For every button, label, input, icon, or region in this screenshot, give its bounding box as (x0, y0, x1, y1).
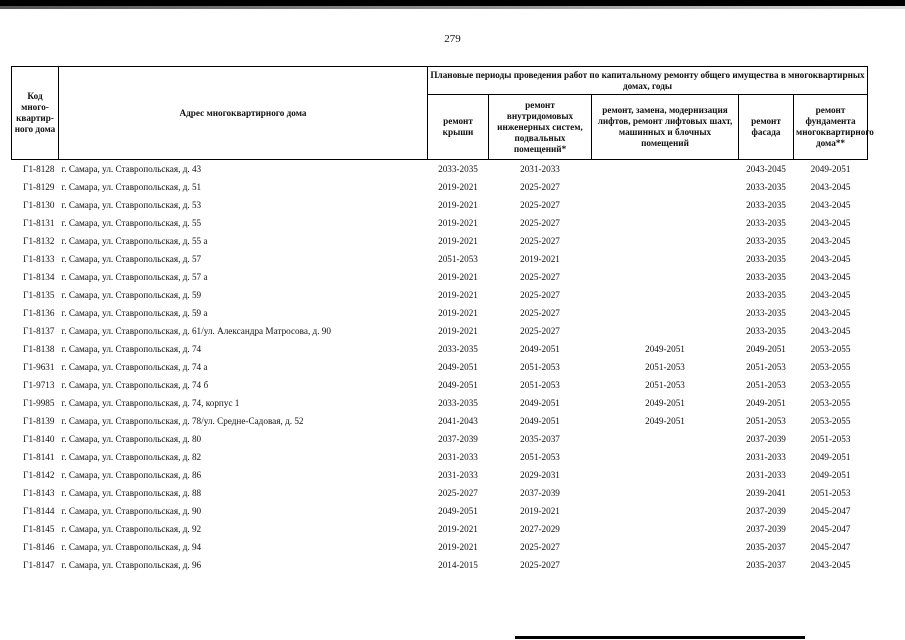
cell-foundation: 2053-2055 (810, 380, 851, 390)
cell-roof: 2037-2039 (438, 434, 478, 444)
cell-roof: 2019-2021 (438, 236, 478, 246)
cell-roof: 2019-2021 (438, 272, 478, 282)
cell-code: Г1-8135 (23, 290, 55, 300)
cell-roof: 2014-2015 (438, 560, 478, 570)
cell-foundation: 2049-2051 (810, 452, 851, 462)
cell-systems: 2025-2027 (520, 308, 560, 318)
cell-lifts (592, 304, 739, 322)
cell-address: г. Самара, ул. Ставропольская, д. 88 (61, 488, 202, 498)
table-row (12, 502, 868, 520)
cell-address: г. Самара, ул. Ставропольская, д. 92 (61, 524, 202, 534)
cell-roof: 2049-2051 (438, 506, 478, 516)
table-row (12, 322, 868, 340)
header-periods-group: Плановые периоды проведения работ по капитальному ремонту общего имущества в многоквартирных домах, годы (428, 67, 868, 95)
cell-code: Г1-8144 (23, 506, 55, 516)
cell-address: г. Самара, ул. Ставропольская, д. 80 (61, 434, 202, 444)
cell-code: Г1-8130 (23, 200, 55, 210)
table-row (12, 448, 868, 466)
cell-roof: 2033-2035 (438, 398, 478, 408)
table-row (12, 268, 868, 286)
cell-code: Г1-8139 (23, 416, 55, 426)
cell-systems: 2025-2027 (520, 236, 560, 246)
cell-address: г. Самара, ул. Ставропольская, д. 96 (61, 560, 202, 570)
cell-address: г. Самара, ул. Ставропольская, д. 51 (61, 182, 202, 192)
cell-roof: 2019-2021 (438, 200, 478, 210)
cell-address: г. Самара, ул. Ставропольская, д. 78/ул. Средне-Садовая, д. 52 (61, 416, 304, 426)
cell-code: Г1-9713 (23, 380, 55, 390)
cell-foundation: 2043-2045 (810, 236, 851, 246)
cell-facade: 2037-2039 (746, 506, 786, 516)
cell-foundation: 2043-2045 (810, 182, 851, 192)
cell-code: Г1-8145 (23, 524, 55, 534)
cell-facade: 2033-2035 (746, 308, 786, 318)
cell-code: Г1-9631 (23, 362, 55, 372)
bottom-border-rule (515, 636, 805, 639)
cell-address: г. Самара, ул. Ставропольская, д. 74 а (61, 362, 208, 372)
cell-lifts (592, 214, 739, 232)
table-row (12, 250, 868, 268)
cell-lifts (592, 484, 739, 502)
cell-address: г. Самара, ул. Ставропольская, д. 94 (61, 542, 202, 552)
cell-address: г. Самара, ул. Ставропольская, д. 90 (61, 506, 202, 516)
cell-foundation: 2053-2055 (810, 398, 851, 408)
cell-foundation: 2043-2045 (810, 218, 851, 228)
cell-roof: 2019-2021 (438, 326, 478, 336)
cell-systems: 2019-2021 (520, 254, 560, 264)
cell-foundation: 2053-2055 (810, 416, 851, 426)
table-row (12, 376, 868, 394)
cell-foundation: 2043-2045 (810, 560, 851, 570)
cell-systems: 2049-2051 (520, 344, 560, 354)
cell-roof: 2031-2033 (438, 470, 478, 480)
table-body (12, 160, 868, 575)
cell-foundation: 2051-2053 (810, 488, 851, 498)
cell-foundation: 2043-2045 (810, 308, 851, 318)
cell-lifts (592, 556, 739, 574)
cell-roof: 2025-2027 (438, 488, 478, 498)
cell-foundation: 2053-2055 (810, 362, 851, 372)
cell-foundation: 2051-2053 (810, 434, 851, 444)
cell-address: г. Самара, ул. Ставропольская, д. 74 (61, 344, 202, 354)
cell-address: г. Самара, ул. Ставропольская, д. 59 (61, 290, 202, 300)
cell-code: Г1-8128 (23, 164, 55, 174)
header-lifts: ремонт, замена, модернизация лифтов, ремонт лифтовых шахт, машинных и блочных помещений (592, 95, 739, 160)
table-row (12, 232, 868, 250)
table-row (12, 160, 868, 179)
cell-facade: 2033-2035 (746, 200, 786, 210)
table-row (12, 430, 868, 448)
table-row (12, 412, 868, 430)
cell-address: г. Самара, ул. Ставропольская, д. 57 а (61, 272, 208, 282)
cell-lifts: 2049-2051 (645, 344, 685, 354)
cell-lifts (592, 430, 739, 448)
cell-lifts (592, 196, 739, 214)
table-row (12, 538, 868, 556)
cell-code: Г1-8140 (23, 434, 55, 444)
cell-facade: 2033-2035 (746, 326, 786, 336)
cell-code: Г1-8138 (23, 344, 55, 354)
cell-lifts: 2049-2051 (645, 416, 685, 426)
cell-systems: 2025-2027 (520, 290, 560, 300)
cell-code: Г1-8137 (23, 326, 55, 336)
table-row (12, 178, 868, 196)
cell-code: Г1-8143 (23, 488, 55, 498)
cell-systems: 2025-2027 (520, 218, 560, 228)
cell-address: г. Самара, ул. Ставропольская, д. 53 (61, 200, 202, 210)
cell-systems: 2029-2031 (520, 470, 560, 480)
cell-foundation: 2043-2045 (810, 200, 851, 210)
cell-code: Г1-8136 (23, 308, 55, 318)
cell-roof: 2049-2051 (438, 380, 478, 390)
cell-systems: 2025-2027 (520, 182, 560, 192)
cell-address: г. Самара, ул. Ставропольская, д. 86 (61, 470, 202, 480)
header-code: Код много-квартир-ного дома (12, 67, 59, 160)
cell-roof: 2049-2051 (438, 362, 478, 372)
cell-facade: 2033-2035 (746, 182, 786, 192)
cell-facade: 2051-2053 (746, 416, 786, 426)
cell-facade: 2033-2035 (746, 218, 786, 228)
cell-lifts (592, 178, 739, 196)
cell-facade: 2033-2035 (746, 236, 786, 246)
cell-code: Г1-8129 (23, 182, 55, 192)
table-row (12, 304, 868, 322)
cell-address: г. Самара, ул. Ставропольская, д. 61/ул. Александра Матросова, д. 90 (61, 326, 331, 336)
cell-roof: 2019-2021 (438, 524, 478, 534)
cell-lifts (592, 250, 739, 268)
table-row (12, 466, 868, 484)
cell-facade: 2035-2037 (746, 542, 786, 552)
cell-address: г. Самара, ул. Ставропольская, д. 57 (61, 254, 202, 264)
cell-foundation: 2045-2047 (810, 542, 851, 552)
cell-facade: 2043-2045 (746, 164, 786, 174)
cell-systems: 2019-2021 (520, 506, 560, 516)
header-row-group (12, 67, 868, 95)
cell-facade: 2033-2035 (746, 290, 786, 300)
cell-systems: 2025-2027 (520, 200, 560, 210)
cell-systems: 2051-2053 (520, 452, 560, 462)
cell-systems: 2027-2029 (520, 524, 560, 534)
cell-roof: 2031-2033 (438, 452, 478, 462)
cell-lifts: 2051-2053 (645, 380, 685, 390)
cell-systems: 2025-2027 (520, 272, 560, 282)
header-systems: ремонт внутридомовых инженерных систем, подвальных помещений* (489, 95, 592, 160)
cell-lifts (592, 466, 739, 484)
cell-roof: 2051-2053 (438, 254, 478, 264)
cell-lifts: 2051-2053 (645, 362, 685, 372)
capital-repair-table (11, 66, 874, 574)
table-row (12, 196, 868, 214)
cell-facade: 2035-2037 (746, 560, 786, 570)
cell-code: Г1-9985 (23, 398, 55, 408)
cell-roof: 2033-2035 (438, 344, 478, 354)
cell-lifts (592, 520, 739, 538)
cell-foundation: 2043-2045 (810, 272, 851, 282)
cell-address: г. Самара, ул. Ставропольская, д. 74, корпус 1 (61, 398, 240, 408)
cell-foundation: 2045-2047 (810, 506, 851, 516)
table-row (12, 556, 868, 574)
cell-facade: 2033-2035 (746, 272, 786, 282)
cell-lifts (592, 232, 739, 250)
cell-roof: 2019-2021 (438, 308, 478, 318)
cell-code: Г1-8131 (23, 218, 55, 228)
table-row (12, 214, 868, 232)
cell-address: г. Самара, ул. Ставропольская, д. 74 б (61, 380, 209, 390)
cell-roof: 2019-2021 (438, 218, 478, 228)
cell-lifts: 2049-2051 (645, 398, 685, 408)
header-roof: ремонт крыши (428, 95, 489, 160)
table-row (12, 340, 868, 358)
cell-roof: 2019-2021 (438, 542, 478, 552)
cell-code: Г1-8146 (23, 542, 55, 552)
cell-roof: 2019-2021 (438, 290, 478, 300)
cell-lifts (592, 502, 739, 520)
cell-lifts (592, 286, 739, 304)
cell-foundation: 2049-2051 (810, 470, 851, 480)
cell-systems: 2025-2027 (520, 326, 560, 336)
cell-systems: 2035-2037 (520, 434, 560, 444)
cell-foundation: 2053-2055 (810, 344, 851, 354)
header-facade: ремонт фасада (739, 95, 794, 160)
cell-systems: 2049-2051 (520, 416, 560, 426)
cell-facade: 2039-2041 (746, 488, 786, 498)
cell-roof: 2033-2035 (438, 164, 478, 174)
cell-code: Г1-8141 (23, 452, 55, 462)
cell-foundation: 2049-2051 (810, 164, 851, 174)
cell-code: Г1-8133 (23, 254, 55, 264)
header-address: Адрес многоквартирного дома (59, 67, 428, 160)
cell-lifts (592, 538, 739, 556)
top-border-shadow (0, 6, 905, 9)
cell-address: г. Самара, ул. Ставропольская, д. 43 (61, 164, 202, 174)
cell-lifts (592, 268, 739, 286)
cell-systems: 2049-2051 (520, 398, 560, 408)
cell-foundation: 2043-2045 (810, 254, 851, 264)
cell-facade: 2051-2053 (746, 362, 786, 372)
cell-systems: 2037-2039 (520, 488, 560, 498)
cell-foundation: 2043-2045 (810, 326, 851, 336)
table-row (12, 286, 868, 304)
page-number: 279 (444, 33, 461, 45)
header-foundation: ремонт фундамента многоквартирного дома** (794, 95, 868, 160)
cell-address: г. Самара, ул. Ставропольская, д. 55 а (61, 236, 208, 246)
cell-foundation: 2045-2047 (810, 524, 851, 534)
cell-facade: 2031-2033 (746, 470, 786, 480)
cell-facade: 2033-2035 (746, 254, 786, 264)
cell-roof: 2019-2021 (438, 182, 478, 192)
cell-facade: 2051-2053 (746, 380, 786, 390)
cell-address: г. Самара, ул. Ставропольская, д. 59 а (61, 308, 208, 318)
cell-code: Г1-8147 (23, 560, 55, 570)
cell-systems: 2025-2027 (520, 542, 560, 552)
cell-lifts (592, 322, 739, 340)
cell-code: Г1-8134 (23, 272, 55, 282)
cell-code: Г1-8142 (23, 470, 55, 480)
table-row (12, 394, 868, 412)
cell-facade: 2049-2051 (746, 344, 786, 354)
cell-address: г. Самара, ул. Ставропольская, д. 82 (61, 452, 202, 462)
cell-systems: 2051-2053 (520, 362, 560, 372)
cell-facade: 2037-2039 (746, 524, 786, 534)
cell-lifts (592, 448, 739, 466)
cell-address: г. Самара, ул. Ставропольская, д. 55 (61, 218, 202, 228)
cell-lifts (592, 160, 739, 179)
table-row (12, 358, 868, 376)
cell-foundation: 2043-2045 (810, 290, 851, 300)
cell-facade: 2037-2039 (746, 434, 786, 444)
table-row (12, 520, 868, 538)
cell-systems: 2025-2027 (520, 560, 560, 570)
cell-code: Г1-8132 (23, 236, 55, 246)
table-row (12, 484, 868, 502)
cell-systems: 2051-2053 (520, 380, 560, 390)
cell-roof: 2041-2043 (438, 416, 478, 426)
cell-systems: 2031-2033 (520, 164, 560, 174)
cell-facade: 2031-2033 (746, 452, 786, 462)
cell-facade: 2049-2051 (746, 398, 786, 408)
